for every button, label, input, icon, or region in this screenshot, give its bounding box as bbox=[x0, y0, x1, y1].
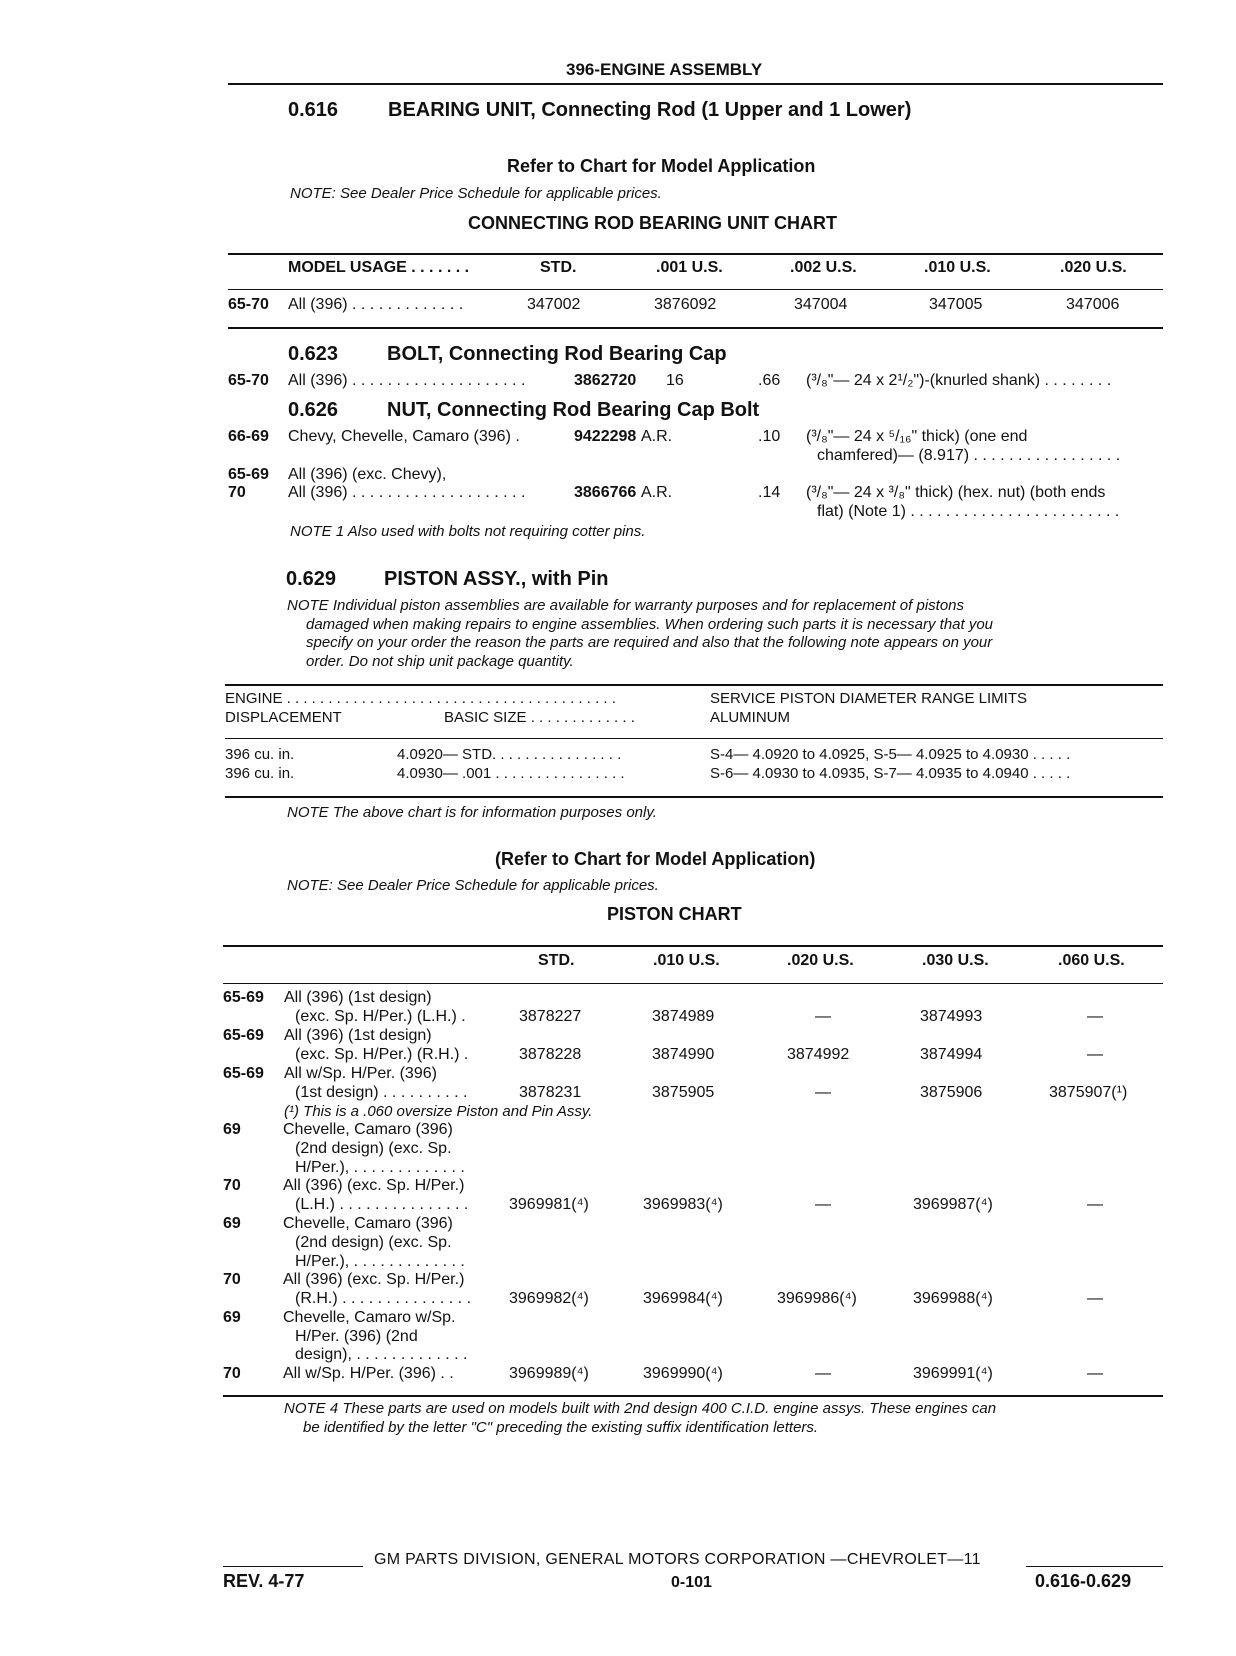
table-rule bbox=[228, 327, 1163, 329]
col-header-060: .060 U.S. bbox=[1058, 952, 1125, 969]
row-model: (1st design) . . . . . . . . . . bbox=[295, 1084, 468, 1101]
footer-publisher: GM PARTS DIVISION, GENERAL MOTORS CORPORATION —CHEVROLET—11 bbox=[374, 1551, 981, 1568]
cell-range: S-4— 4.0920 to 4.0925, S-5— 4.0925 to 4.0930 . . . . . bbox=[710, 746, 1071, 763]
row-model: All (396) (exc. Chevy), bbox=[288, 466, 447, 483]
note-4: be identified by the letter "C" preceding the existing suffix identification letters. bbox=[303, 1419, 819, 1436]
note-1: NOTE 1 Also used with bolts not requiring cotter pins. bbox=[290, 523, 646, 540]
col-header-std: STD. bbox=[538, 952, 575, 969]
row-model: All (396) . . . . . . . . . . . . . . . . . . . . bbox=[288, 372, 526, 389]
row-years: 65-69 bbox=[223, 1065, 264, 1082]
page-title: 396-ENGINE ASSEMBLY bbox=[566, 60, 763, 79]
row-model: H/Per.), . . . . . . . . . . . . . bbox=[295, 1159, 465, 1176]
table-rule bbox=[225, 796, 1163, 798]
row-years: 69 bbox=[223, 1121, 241, 1138]
price: .10 bbox=[758, 428, 781, 445]
cell-std: 347002 bbox=[527, 296, 581, 313]
cell-displacement: 396 cu. in. bbox=[225, 746, 295, 763]
cell-displacement: 396 cu. in. bbox=[225, 765, 295, 782]
section-title-626: NUT, Connecting Rod Bearing Cap Bolt bbox=[387, 399, 760, 421]
cell-060: — bbox=[1087, 1365, 1103, 1382]
cell-020: — bbox=[815, 1008, 831, 1025]
section-number-623: 0.623 bbox=[288, 343, 339, 365]
note-4: NOTE 4 These parts are used on models built with 2nd design 400 C.I.D. engine assys. These engines can bbox=[284, 1400, 997, 1417]
piston-note: damaged when making repairs to engine assemblies. When ordering such parts it is necessary that you bbox=[306, 616, 994, 633]
cell-010: 3969984(⁴) bbox=[643, 1290, 723, 1307]
row-years: 70 bbox=[228, 484, 246, 501]
row-model: Chevelle, Camaro (396) bbox=[283, 1215, 453, 1232]
cell-060: — bbox=[1087, 1290, 1103, 1307]
cell-std: 3878231 bbox=[519, 1084, 582, 1101]
section-number-626: 0.626 bbox=[288, 399, 339, 421]
table-rule bbox=[225, 684, 1163, 686]
chart-title-piston: PISTON CHART bbox=[607, 904, 742, 924]
cell-030: 3969988(⁴) bbox=[913, 1290, 993, 1307]
row-model: H/Per.), . . . . . . . . . . . . . bbox=[295, 1253, 465, 1270]
cell-std: 3878227 bbox=[519, 1008, 582, 1025]
header-rule bbox=[228, 83, 1163, 85]
col-header-displacement: DISPLACEMENT bbox=[225, 709, 342, 726]
row-model: (R.H.) . . . . . . . . . . . . . . . bbox=[295, 1290, 472, 1307]
table-rule bbox=[228, 253, 1163, 255]
col-header-service-range: SERVICE PISTON DIAMETER RANGE LIMITS bbox=[710, 690, 1028, 707]
refer-chart-616: Refer to Chart for Model Application bbox=[507, 156, 816, 176]
cell-basic-size: 4.0930— .001 . . . . . . . . . . . . . . . . bbox=[397, 765, 625, 782]
row-model: (L.H.) . . . . . . . . . . . . . . . bbox=[295, 1196, 469, 1213]
description: (³/₈"— 24 x 2¹/₂")-(knurled shank) . . . . . . . . bbox=[806, 372, 1112, 389]
part-number: 3862720 bbox=[574, 372, 637, 389]
cell-030: 3969987(⁴) bbox=[913, 1196, 993, 1213]
row-model: All (396) . . . . . . . . . . . . . bbox=[288, 296, 464, 313]
quantity: 16 bbox=[666, 372, 684, 389]
cell-010: 347005 bbox=[929, 296, 983, 313]
row-years: 69 bbox=[223, 1215, 241, 1232]
row-model: All (396) . . . . . . . . . . . . . . . . . . . . bbox=[288, 484, 526, 501]
col-header-002: .002 U.S. bbox=[790, 259, 857, 276]
cell-030: 3874993 bbox=[920, 1008, 983, 1025]
price: .14 bbox=[758, 484, 781, 501]
cell-060: — bbox=[1087, 1196, 1103, 1213]
row-model: All (396) (1st design) bbox=[284, 1027, 432, 1044]
quantity: A.R. bbox=[641, 484, 673, 501]
price-note-629: NOTE: See Dealer Price Schedule for applicable prices. bbox=[287, 877, 659, 894]
row-model: All w/Sp. H/Per. (396) bbox=[284, 1065, 437, 1082]
piston-note: order. Do not ship unit package quantity. bbox=[306, 653, 574, 670]
cell-020: — bbox=[815, 1365, 831, 1382]
cell-std: 3878228 bbox=[519, 1046, 582, 1063]
description: (³/₈"— 24 x ³/₈" thick) (hex. nut) (both ends bbox=[806, 484, 1106, 501]
table-rule bbox=[223, 983, 1163, 984]
footer-page-number: 0-101 bbox=[671, 1574, 712, 1591]
cell-010: 3969990(⁴) bbox=[643, 1365, 723, 1382]
cell-010: 3874990 bbox=[652, 1046, 715, 1063]
cell-020: 3969986(⁴) bbox=[777, 1290, 857, 1307]
col-header-020: .020 U.S. bbox=[787, 952, 854, 969]
row-model: (exc. Sp. H/Per.) (R.H.) . bbox=[295, 1046, 469, 1063]
price: .66 bbox=[758, 372, 781, 389]
description: flat) (Note 1) . . . . . . . . . . . . . . . . . . . . . . . . bbox=[817, 503, 1120, 520]
row-model: All (396) (1st design) bbox=[284, 989, 432, 1006]
row-years: 65-69 bbox=[228, 466, 269, 483]
row-model: Chevelle, Camaro (396) bbox=[283, 1121, 453, 1138]
col-header-010: .010 U.S. bbox=[653, 952, 720, 969]
refer-chart-629: (Refer to Chart for Model Application) bbox=[495, 849, 816, 869]
row-model: All (396) (exc. Sp. H/Per.) bbox=[283, 1271, 465, 1288]
row-model: All w/Sp. H/Per. (396) . . bbox=[283, 1365, 454, 1382]
col-header-010: .010 U.S. bbox=[924, 259, 991, 276]
cell-020: — bbox=[815, 1084, 831, 1101]
table-rule bbox=[228, 289, 1163, 290]
cell-010: 3874989 bbox=[652, 1008, 715, 1025]
col-header-engine: ENGINE . . . . . . . . . . . . . . . . . . . . . . . . . . . . . . . . . . . . . . . . bbox=[225, 690, 616, 707]
quantity: A.R. bbox=[641, 428, 673, 445]
part-number: 9422298 bbox=[574, 428, 637, 445]
row-model: (exc. Sp. H/Per.) (L.H.) . bbox=[295, 1008, 466, 1025]
col-header-basic-size: BASIC SIZE . . . . . . . . . . . . . bbox=[444, 709, 635, 726]
chart-title-616: CONNECTING ROD BEARING UNIT CHART bbox=[468, 213, 837, 233]
row-years: 65-70 bbox=[228, 372, 269, 389]
cell-030: 3969991(⁴) bbox=[913, 1365, 993, 1382]
row-years: 65-70 bbox=[228, 296, 269, 313]
cell-std: 3969989(⁴) bbox=[509, 1365, 589, 1382]
col-header-001: .001 U.S. bbox=[656, 259, 723, 276]
cell-std: 3969981(⁴) bbox=[509, 1196, 589, 1213]
col-header-model: MODEL USAGE . . . . . . . bbox=[288, 259, 470, 276]
cell-std: 3969982(⁴) bbox=[509, 1290, 589, 1307]
cell-020: 3874992 bbox=[787, 1046, 850, 1063]
footer-rule bbox=[223, 1566, 363, 1567]
cell-range: S-6— 4.0930 to 4.0935, S-7— 4.0935 to 4.0940 . . . . . bbox=[710, 765, 1071, 782]
cell-060: 3875907(¹) bbox=[1049, 1084, 1128, 1101]
col-header-std: STD. bbox=[540, 259, 577, 276]
cell-060: — bbox=[1087, 1008, 1103, 1025]
part-number: 3866766 bbox=[574, 484, 637, 501]
row-years: 70 bbox=[223, 1177, 241, 1194]
row-years: 65-69 bbox=[223, 1027, 264, 1044]
price-note-616: NOTE: See Dealer Price Schedule for applicable prices. bbox=[290, 185, 662, 202]
row-model: design), . . . . . . . . . . . . . bbox=[295, 1346, 468, 1363]
table-rule bbox=[223, 945, 1163, 947]
section-title-616: BEARING UNIT, Connecting Rod (1 Upper and 1 Lower) bbox=[388, 99, 912, 121]
row-years: 70 bbox=[223, 1365, 241, 1382]
cell-010: 3969983(⁴) bbox=[643, 1196, 723, 1213]
cell-030: 3875906 bbox=[920, 1084, 983, 1101]
cell-060: — bbox=[1087, 1046, 1103, 1063]
footer-revision: REV. 4-77 bbox=[223, 1571, 305, 1591]
description: chamfered)— (8.917) . . . . . . . . . . . . . . . . . bbox=[817, 447, 1121, 464]
row-model: All (396) (exc. Sp. H/Per.) bbox=[283, 1177, 465, 1194]
footer-section-range: 0.616-0.629 bbox=[1035, 1571, 1132, 1591]
row-model: H/Per. (396) (2nd bbox=[295, 1328, 418, 1345]
footnote-1: (¹) This is a .060 oversize Piston and Pin Assy. bbox=[284, 1103, 593, 1120]
cell-010: 3875905 bbox=[652, 1084, 715, 1101]
table-rule bbox=[225, 738, 1163, 739]
section-number-629: 0.629 bbox=[286, 568, 337, 590]
piston-note: NOTE Individual piston assemblies are available for warranty purposes and for replacement of pistons bbox=[287, 597, 965, 614]
col-header-aluminum: ALUMINUM bbox=[710, 709, 791, 726]
row-years: 69 bbox=[223, 1309, 241, 1326]
cell-002: 347004 bbox=[794, 296, 848, 313]
cell-001: 3876092 bbox=[654, 296, 717, 313]
row-years: 66-69 bbox=[228, 428, 269, 445]
table-rule bbox=[223, 1395, 1163, 1397]
section-number-616: 0.616 bbox=[288, 99, 339, 121]
footer-rule bbox=[1026, 1566, 1163, 1567]
row-model: Chevelle, Camaro w/Sp. bbox=[283, 1309, 456, 1326]
row-model: Chevy, Chevelle, Camaro (396) . bbox=[288, 428, 520, 445]
row-years: 70 bbox=[223, 1271, 241, 1288]
row-model: (2nd design) (exc. Sp. bbox=[295, 1140, 452, 1157]
cell-basic-size: 4.0920— STD. . . . . . . . . . . . . . . . bbox=[397, 746, 622, 763]
section-title-623: BOLT, Connecting Rod Bearing Cap bbox=[387, 343, 727, 365]
cell-020: 347006 bbox=[1066, 296, 1120, 313]
col-header-030: .030 U.S. bbox=[922, 952, 989, 969]
col-header-020: .020 U.S. bbox=[1060, 259, 1127, 276]
row-years: 65-69 bbox=[223, 989, 264, 1006]
cell-030: 3874994 bbox=[920, 1046, 983, 1063]
row-model: (2nd design) (exc. Sp. bbox=[295, 1234, 452, 1251]
section-title-629: PISTON ASSY., with Pin bbox=[384, 568, 609, 590]
cell-020: — bbox=[815, 1196, 831, 1213]
info-note: NOTE The above chart is for information purposes only. bbox=[287, 804, 657, 821]
description: (³/₈"— 24 x ⁵/₁₆" thick) (one end bbox=[806, 428, 1028, 445]
piston-note: specify on your order the reason the parts are required and also that the following note appears on your bbox=[306, 634, 993, 651]
